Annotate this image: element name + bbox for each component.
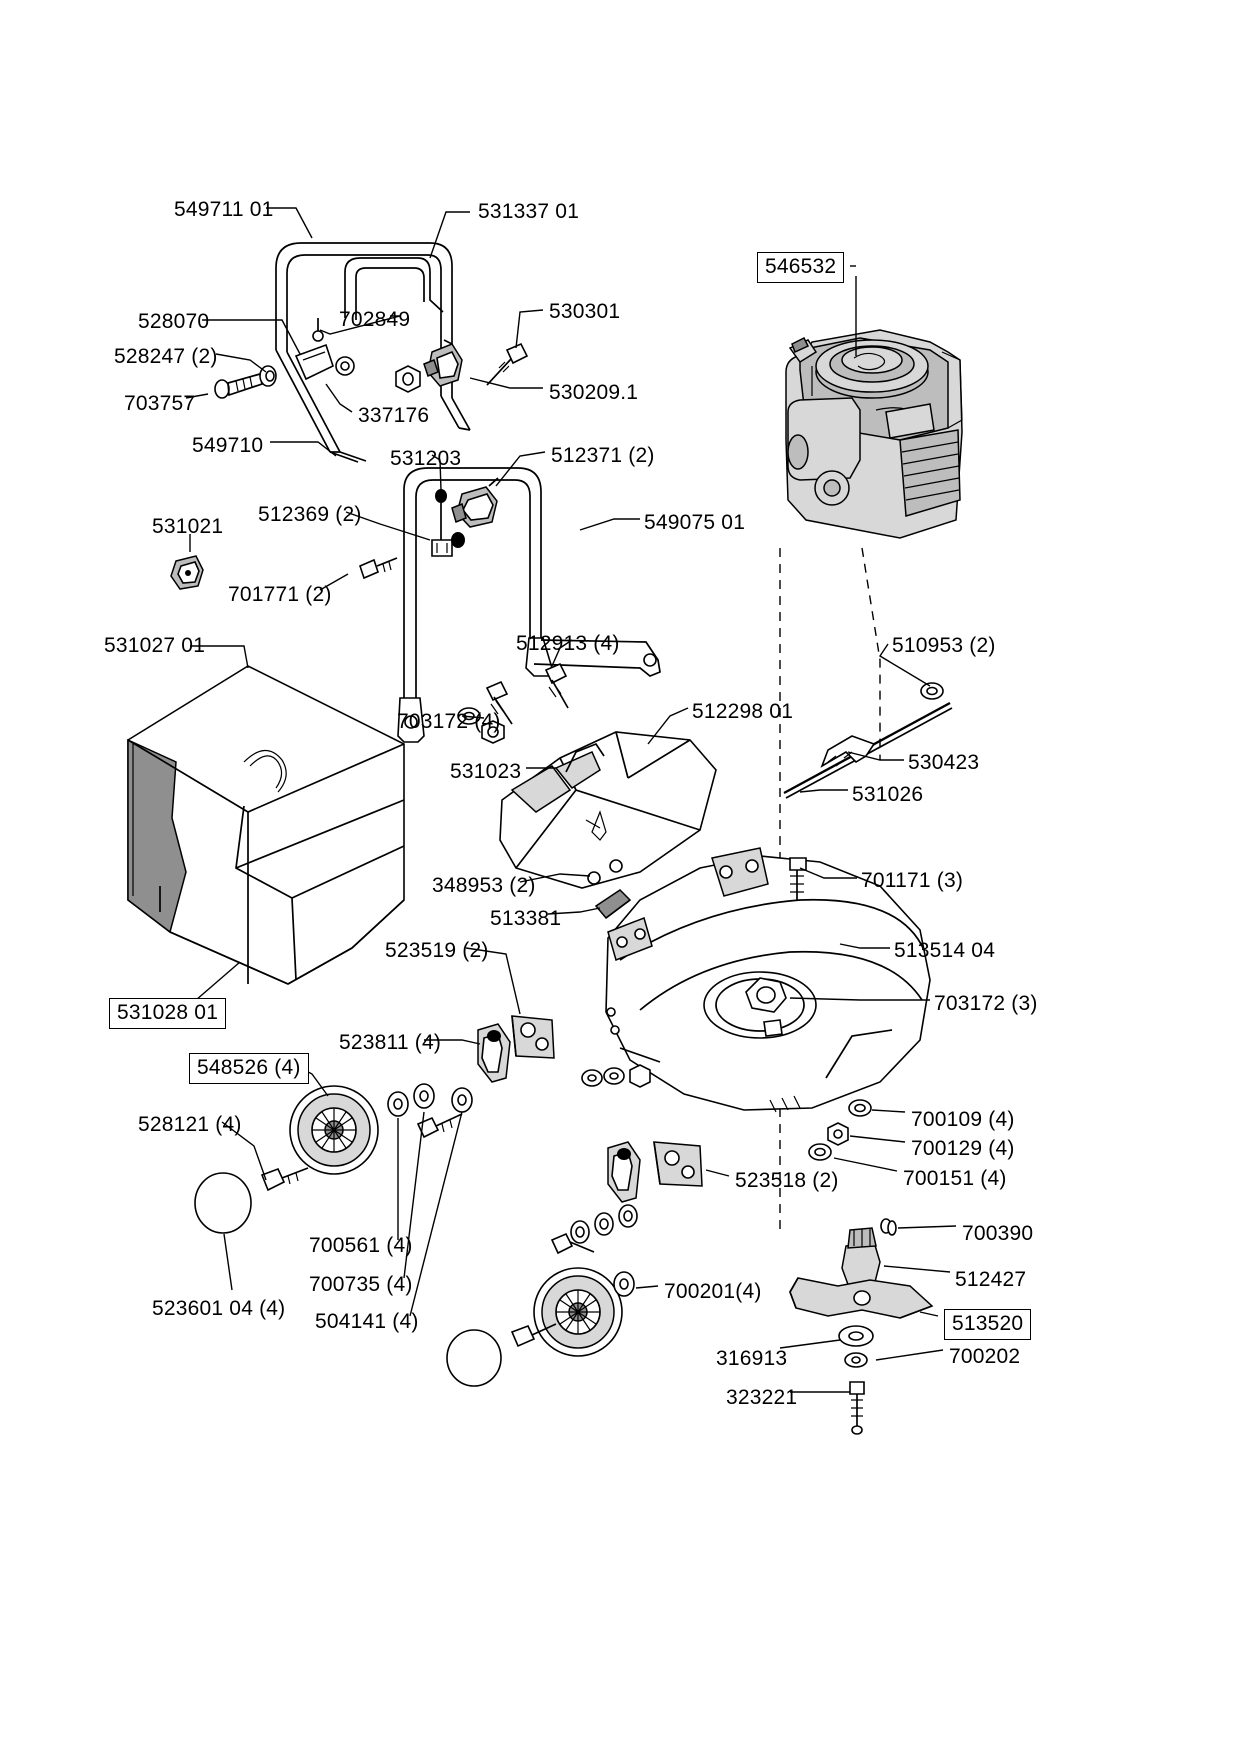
part-label-530209-1: 530209.1 xyxy=(549,381,639,404)
part-label-523811-4: 523811 (4) xyxy=(339,1031,442,1054)
part-label-703172-3: 703172 (3) xyxy=(934,992,1038,1015)
bolt-530301 xyxy=(487,344,527,385)
washer-cluster-rear xyxy=(552,1205,637,1253)
part-label-523601-04-4: 523601 04 (4) xyxy=(152,1297,286,1320)
part-label-531203: 531203 xyxy=(390,447,462,470)
part-label-337176: 337176 xyxy=(358,404,430,427)
part-label-523519-2: 523519 (2) xyxy=(385,939,489,962)
part-label-523518-2: 523518 (2) xyxy=(735,1169,839,1192)
starter-cable-assembly xyxy=(784,683,952,798)
knob-512371 xyxy=(452,478,498,527)
part-label-703172-4: 703172 (4) xyxy=(397,710,501,733)
part-label-700735-4: 700735 (4) xyxy=(309,1273,413,1296)
bolt-528121 xyxy=(262,1168,308,1190)
bracket-523519 xyxy=(512,1016,554,1058)
blade-assembly xyxy=(790,1219,932,1434)
part-label-549711-01: 549711 01 xyxy=(174,198,274,221)
part-label-702849: 702849 xyxy=(339,308,411,331)
part-label-348953-2: 348953 (2) xyxy=(432,874,536,897)
grass-bag-assembly xyxy=(128,666,404,984)
mower-deck-assembly xyxy=(582,848,930,1160)
part-label-528070: 528070 xyxy=(138,310,210,333)
engine-assembly xyxy=(786,276,962,538)
part-label-530423: 530423 xyxy=(908,751,980,774)
part-label-700390: 700390 xyxy=(962,1222,1034,1245)
part-label-513381: 513381 xyxy=(490,907,562,930)
part-label-513520: 513520 xyxy=(944,1309,1031,1340)
lever-530209 xyxy=(424,340,462,386)
washer-700201 xyxy=(614,1272,634,1296)
washer-700151 xyxy=(809,1144,831,1160)
height-lever-523811 xyxy=(478,1024,510,1082)
part-label-701771-2: 701771 (2) xyxy=(228,583,332,606)
part-label-703757: 703757 xyxy=(124,392,196,415)
part-label-700202: 700202 xyxy=(949,1345,1021,1368)
part-label-700109-4: 700109 (4) xyxy=(911,1108,1015,1131)
part-label-512371-2: 512371 (2) xyxy=(551,444,655,467)
part-label-323221: 323221 xyxy=(726,1386,798,1409)
washer-700109 xyxy=(849,1100,871,1116)
washer-700735 xyxy=(414,1084,434,1108)
part-label-700151-4: 700151 (4) xyxy=(903,1167,1007,1190)
part-label-531021: 531021 xyxy=(152,515,224,538)
washer-700129 xyxy=(828,1123,848,1145)
part-label-512427: 512427 xyxy=(955,1268,1027,1291)
part-label-531337-01: 531337 01 xyxy=(478,200,580,223)
bolt-512913-a xyxy=(546,664,568,708)
screw-701771 xyxy=(360,558,397,578)
part-label-531026: 531026 xyxy=(852,783,924,806)
part-label-316913: 316913 xyxy=(716,1347,788,1370)
part-label-528121-4: 528121 (4) xyxy=(138,1113,242,1136)
bracket-523518 xyxy=(654,1142,702,1186)
part-label-700129-4: 700129 (4) xyxy=(911,1137,1015,1160)
part-label-531027-01: 531027 01 xyxy=(104,634,206,657)
part-label-549710: 549710 xyxy=(192,434,264,457)
part-label-700201-4: 700201(4) xyxy=(664,1280,762,1303)
deck-fastener-cluster xyxy=(582,1065,650,1087)
part-label-512369-2: 512369 (2) xyxy=(258,503,362,526)
part-label-513514-04: 513514 04 xyxy=(894,939,996,962)
screw-703757 xyxy=(215,374,262,398)
part-label-546532: 546532 xyxy=(757,252,844,283)
part-label-504141-4: 504141 (4) xyxy=(315,1310,419,1333)
part-label-512298-01: 512298 01 xyxy=(692,700,794,723)
part-label-512913-4: 512913 (4) xyxy=(516,632,620,655)
part-label-700561-4: 700561 (4) xyxy=(309,1234,413,1257)
part-label-548526-4: 548526 (4) xyxy=(189,1053,309,1084)
part-label-701171-3: 701171 (3) xyxy=(861,869,964,892)
part-label-530301: 530301 xyxy=(549,300,621,323)
washer-504141-b xyxy=(452,1088,472,1112)
height-lever-rear xyxy=(608,1142,640,1202)
nut-337176 xyxy=(396,366,420,392)
part-label-531028-01: 531028 01 xyxy=(109,998,226,1029)
part-label-528247-2: 528247 (2) xyxy=(114,345,218,368)
part-label-531023: 531023 xyxy=(450,760,522,783)
rear-wheel-assembly xyxy=(447,1142,702,1386)
part-label-549075-01: 549075 01 xyxy=(644,511,746,534)
part-label-510953-2: 510953 (2) xyxy=(892,634,996,657)
washer-700561 xyxy=(388,1092,408,1116)
bolt-504141 xyxy=(418,1114,462,1137)
knob-531021 xyxy=(171,556,203,589)
